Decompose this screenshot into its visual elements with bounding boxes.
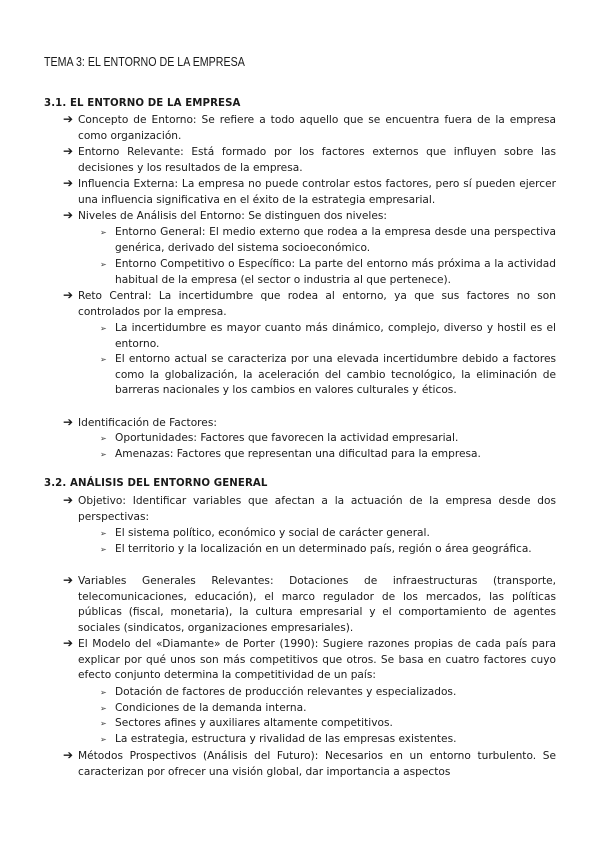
subarrow-bullet-icon: ➢ bbox=[100, 529, 107, 538]
subarrow-bullet-icon: ➢ bbox=[100, 704, 107, 713]
subarrow-bullet-icon: ➢ bbox=[100, 324, 107, 333]
list-item: ➔ Identificación de Factores: bbox=[63, 415, 217, 429]
list-item: ➢ El entorno actual se caracteriza por una elevada incertidumbre debido a factores como la globalización, la aceleración del cambio tecnológico, la eliminación de barreras nacionales y los cambios en valores culturales y éticos. bbox=[100, 353, 556, 396]
subarrow-bullet-icon: ➢ bbox=[100, 450, 107, 459]
list-item: ➔ Influencia Externa: La empresa no puede controlar estos factores, pero sí pueden ejercer una influencia significativa en el éxito de la estrategia empresarial. bbox=[63, 176, 556, 206]
subarrow-bullet-icon: ➢ bbox=[100, 355, 107, 364]
list-item: ➢ La estrategia, estructura y rivalidad de las empresas existentes. bbox=[115, 732, 556, 748]
list-item: ➢ Dotación de factores de producción relevantes y especializados. bbox=[115, 685, 556, 701]
list-item: ➔ Concepto de Entorno: Se refiere a todo aquello que se encuentra fuera de la empresa como organización. bbox=[63, 112, 556, 142]
list-item: ➔ Variables Generales Relevantes: Dotaciones de infraestructuras (transporte, telecomunicaciones, educación), el marco regulador de los mercados, las políticas públicas (fiscal, monetaria), la cultura empresarial y el comportamiento de agentes sociales (sindicatos, organizaciones empresariales). bbox=[63, 573, 556, 634]
list-item: ➔ Métodos Prospectivos (Análisis del Futuro): Necesarios en un entorno turbulento. Se caracterizan por ofrecer una visión global, dar importancia a aspectos bbox=[63, 748, 556, 778]
arrow-bullet-icon: ➔ bbox=[63, 493, 74, 507]
section-heading-3-1: 3.1. EL ENTORNO DE LA EMPRESA bbox=[44, 98, 241, 109]
arrow-bullet-icon: ➔ bbox=[63, 748, 74, 762]
arrow-bullet-icon: ➔ bbox=[63, 144, 74, 158]
arrow-bullet-icon: ➔ bbox=[63, 112, 74, 126]
subarrow-bullet-icon: ➢ bbox=[100, 260, 107, 269]
list-item: ➢ Entorno General: El medio externo que rodea a la empresa desde una perspectiva genérica, derivado del sistema socioeconómico. bbox=[100, 226, 556, 254]
list-item: ➢ La incertidumbre es mayor cuanto más dinámico, complejo, diverso y hostil es el entorno. bbox=[100, 322, 556, 350]
list-item: ➢ El sistema político, económico y social de carácter general. bbox=[115, 526, 556, 542]
arrow-bullet-icon: ➔ bbox=[63, 176, 74, 190]
subarrow-bullet-icon: ➢ bbox=[100, 719, 107, 728]
list-item: ➢ El territorio y la localización en un determinado país, región o área geográfica. bbox=[115, 542, 556, 558]
list-item: ➔ Objetivo: Identificar variables que afectan a la actuación de la empresa desde dos perspectivas: bbox=[63, 493, 556, 523]
list-item: ➢ Oportunidades: Factores que favorecen la actividad empresarial. bbox=[115, 431, 556, 447]
arrow-bullet-icon: ➔ bbox=[63, 636, 74, 650]
subarrow-bullet-icon: ➢ bbox=[100, 434, 107, 443]
list-item: ➢ Amenazas: Factores que representan una dificultad para la empresa. bbox=[115, 447, 556, 463]
subarrow-bullet-icon: ➢ bbox=[100, 545, 107, 554]
list-item: ➔ El Modelo del «Diamante» de Porter (1990): Sugiere razones propias de cada país para explicar por qué unos son más competitivos que otros. Se basa en cuatro factores cuyo efecto conjunto determina la competitividad de un país: bbox=[63, 636, 556, 681]
arrow-bullet-icon: ➔ bbox=[63, 208, 74, 222]
subarrow-bullet-icon: ➢ bbox=[100, 735, 107, 744]
list-item: ➢ Sectores afines y auxiliares altamente competitivos. bbox=[115, 716, 556, 732]
arrow-bullet-icon: ➔ bbox=[63, 288, 74, 302]
list-item: ➔ Entorno Relevante: Está formado por los factores externos que influyen sobre las decisiones y los resultados de la empresa. bbox=[63, 144, 556, 174]
list-item: ➢ Entorno Competitivo o Específico: La parte del entorno más próxima a la actividad habitual de la empresa (el sector o industria al que pertenece). bbox=[100, 258, 556, 286]
list-item: ➢ Condiciones de la demanda interna. bbox=[115, 701, 556, 717]
document-title: TEMA 3: EL ENTORNO DE LA EMPRESA bbox=[44, 54, 245, 69]
subarrow-bullet-icon: ➢ bbox=[100, 228, 107, 237]
section-heading-3-2: 3.2. ANÁLISIS DEL ENTORNO GENERAL bbox=[44, 478, 268, 489]
arrow-bullet-icon: ➔ bbox=[63, 573, 74, 587]
list-item: ➔ Niveles de Análisis del Entorno: Se distinguen dos niveles: bbox=[63, 208, 387, 222]
subarrow-bullet-icon: ➢ bbox=[100, 688, 107, 697]
list-item: ➔ Reto Central: La incertidumbre que rodea al entorno, ya que sus factores no son controlados por la empresa. bbox=[63, 288, 556, 318]
arrow-bullet-icon: ➔ bbox=[63, 415, 74, 429]
